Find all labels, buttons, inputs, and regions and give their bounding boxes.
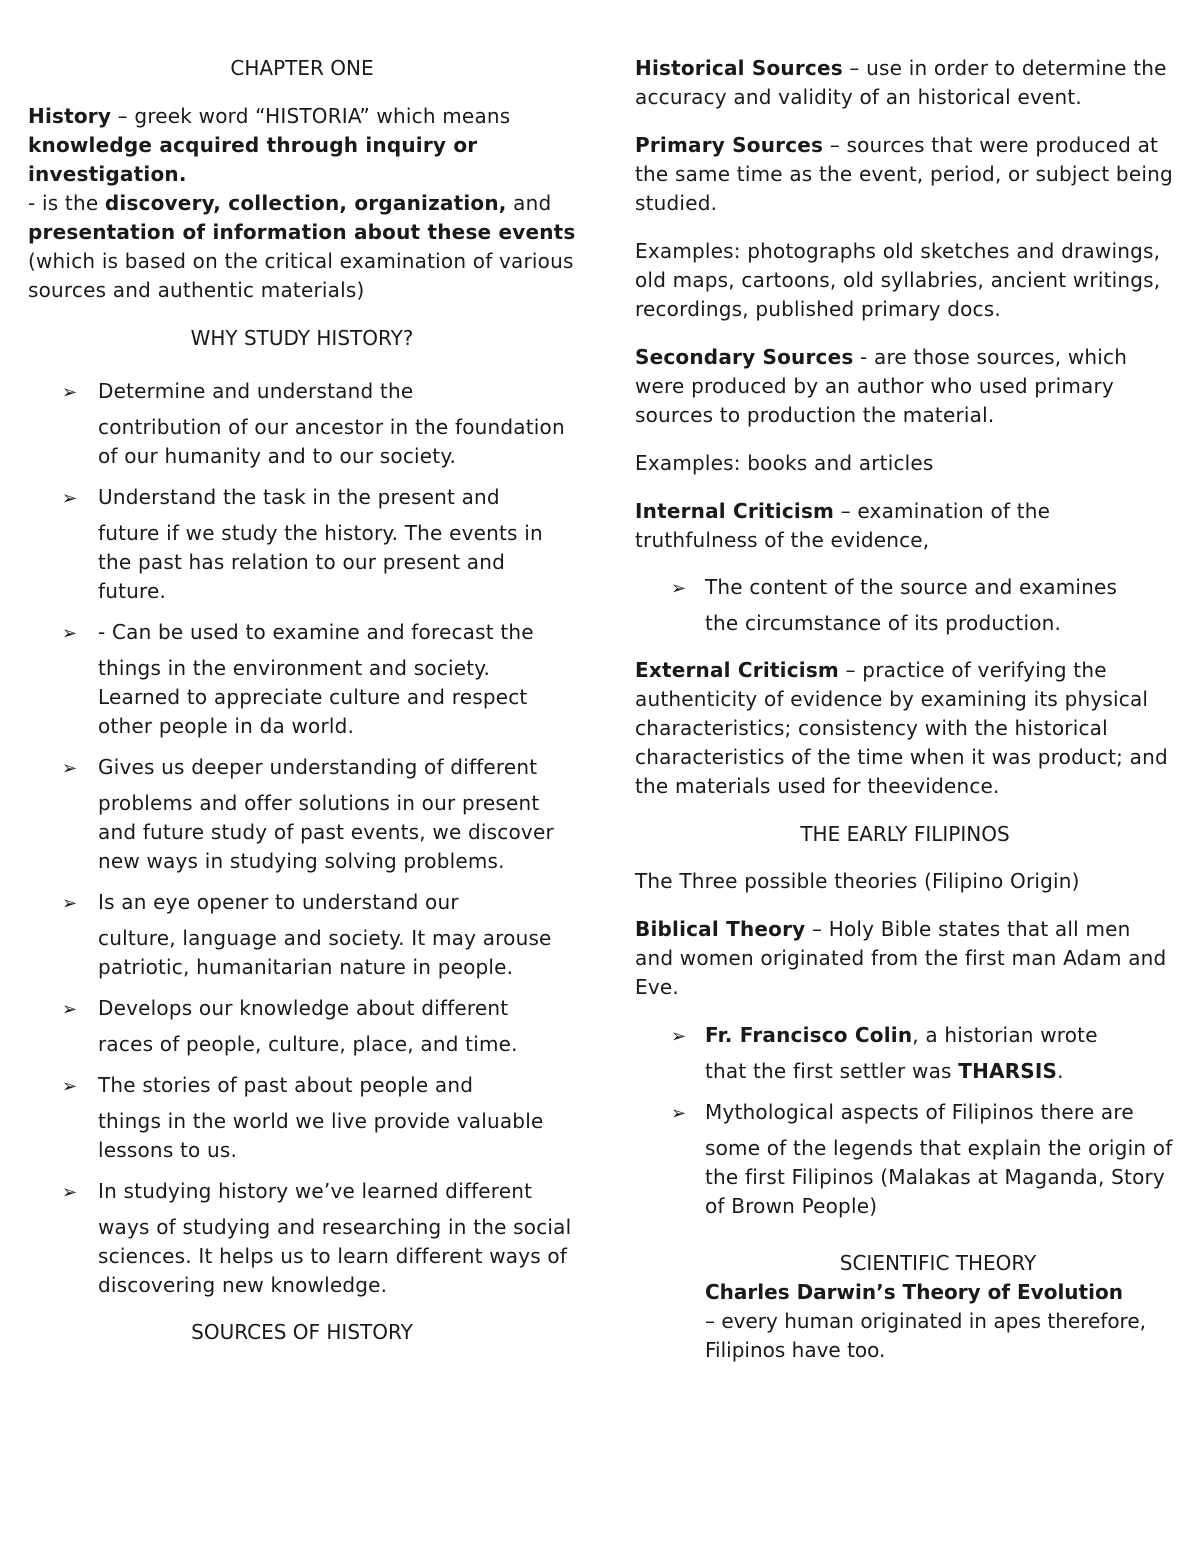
arrow-bullet-icon: ➢ <box>62 382 78 403</box>
internal-criticism-list <box>635 573 1175 638</box>
tharsis-term: THARSIS <box>958 1059 1058 1083</box>
early-filipinos-heading: THE EARLY FILIPINOS <box>800 822 1010 846</box>
list-item <box>28 618 576 741</box>
colin-name: Fr. Francisco Colin <box>705 1023 913 1047</box>
bullet-first-line <box>705 1021 1175 1050</box>
history-term: History <box>28 104 112 128</box>
bullet-rest: future if we study the history. The events in the past has relation to our present and future. <box>98 521 543 603</box>
history-definition <box>28 102 576 189</box>
bullet-rest: contribution of our ancestor in the foundation of our humanity and to our society. <box>98 415 565 468</box>
darwin-theory-text: – every human originated in apes therefore, Filipinos have too. <box>705 1309 1146 1362</box>
bullet-rest: the circumstance of its production. <box>705 611 1062 635</box>
history-is-paragraph <box>28 189 576 305</box>
bullet-rest: things in the environment and society. Learned to appreciate culture and respect other people in da world. <box>98 656 528 738</box>
bullet-first-line: - Can be used to examine and forecast the <box>98 620 534 644</box>
is-bold-2: presentation of information about these events <box>28 220 576 244</box>
scientific-theory-heading: SCIENTIFIC THEORY <box>839 1251 1037 1275</box>
arrow-bullet-icon: ➢ <box>62 488 78 509</box>
is-prefix: - is the <box>28 191 105 215</box>
arrow-bullet-icon: ➢ <box>62 1182 78 1203</box>
chapter-heading: CHAPTER ONE <box>230 56 374 80</box>
primary-sources-text: – sources that were produced at the same time as the event, period, or subject being studied. <box>635 133 1173 215</box>
bullet-first-line: The stories of past about people and <box>98 1073 474 1097</box>
biblical-theory-term: Biblical Theory <box>635 917 806 941</box>
secondary-sources-text: - are those sources, which were produced by an author who used primary sources to production the material. <box>635 345 1128 427</box>
secondary-sources-term: Secondary Sources <box>635 345 854 369</box>
list-item <box>28 1177 576 1300</box>
why-study-heading: WHY STUDY HISTORY? <box>190 326 414 350</box>
biblical-theory-list <box>635 1021 1175 1221</box>
bullet-first-line: Determine and understand the <box>98 379 414 403</box>
bullet-rest: culture, language and society. It may arouse patriotic, humanitarian nature in people. <box>98 926 552 979</box>
bullet-first-line: The content of the source and examines <box>705 575 1118 599</box>
arrow-bullet-icon: ➢ <box>62 758 78 779</box>
secondary-examples-paragraph: Examples: books and articles <box>635 451 934 475</box>
primary-sources-term: Primary Sources <box>635 133 824 157</box>
historical-sources-term: Historical Sources <box>635 56 843 80</box>
list-item <box>28 888 576 982</box>
biblical-theory-text: – Holy Bible states that all men and women originated from the first man Adam and Eve. <box>635 917 1167 999</box>
right-column <box>635 54 1175 1365</box>
arrow-bullet-icon: ➢ <box>671 1026 687 1047</box>
bullet-first-line: Is an eye opener to understand our <box>98 890 459 914</box>
bullet-rest: races of people, culture, place, and time. <box>98 1032 518 1056</box>
bullet-rest: ways of studying and researching in the social sciences. It helps us to learn different ways of discovering new knowledge. <box>98 1215 572 1297</box>
arrow-bullet-icon: ➢ <box>62 893 78 914</box>
internal-criticism-paragraph <box>635 497 1175 555</box>
bullet-first-line: Gives us deeper understanding of different <box>98 755 538 779</box>
historical-sources-text: – use in order to determine the accuracy and validity of an historical event. <box>635 56 1167 109</box>
colin-text-1: , a historian wrote <box>912 1023 1098 1047</box>
list-item <box>635 573 1175 638</box>
list-item <box>28 377 576 471</box>
sources-heading: SOURCES OF HISTORY <box>191 1320 413 1344</box>
bullet-rest: some of the legends that explain the origin of the first Filipinos (Malakas at Maganda, Story of Brown People) <box>705 1136 1173 1218</box>
secondary-sources-paragraph <box>635 343 1175 430</box>
arrow-bullet-icon: ➢ <box>671 578 687 599</box>
list-item <box>28 994 576 1059</box>
list-item <box>28 483 576 606</box>
bullet-first-line: Develops our knowledge about different <box>98 996 509 1020</box>
history-meaning: knowledge acquired through inquiry or investigation. <box>28 133 478 186</box>
why-study-list <box>28 377 576 1300</box>
colin-period: . <box>1057 1059 1064 1083</box>
arrow-bullet-icon: ➢ <box>62 999 78 1020</box>
darwin-theory-title: Charles Darwin’s Theory of Evolution <box>705 1280 1123 1304</box>
is-and: and <box>506 191 552 215</box>
bullet-rest: problems and offer solutions in our present and future study of past events, we discover new ways in studying solving problems. <box>98 791 554 873</box>
is-rest: (which is based on the critical examination of various sources and authentic materials) <box>28 249 574 302</box>
bullet-rest: things in the world we live provide valuable lessons to us. <box>98 1109 544 1162</box>
is-bold-1: discovery, collection, organization, <box>104 191 507 215</box>
bullet-first-line: Mythological aspects of Filipinos there are <box>705 1100 1134 1124</box>
external-criticism-paragraph <box>635 656 1175 801</box>
list-item <box>635 1021 1175 1086</box>
scientific-theory-block <box>705 1249 1175 1365</box>
primary-sources-paragraph <box>635 131 1175 218</box>
left-column <box>28 54 576 1365</box>
list-item <box>635 1098 1175 1221</box>
internal-criticism-text: – examination of the truthfulness of the evidence, <box>635 499 1051 552</box>
bullet-first-line: Understand the task in the present and <box>98 485 500 509</box>
bullet-first-line: In studying history we’ve learned different <box>98 1179 533 1203</box>
list-item <box>28 753 576 876</box>
biblical-theory-paragraph <box>635 915 1175 1002</box>
internal-criticism-term: Internal Criticism <box>635 499 835 523</box>
list-item <box>28 1071 576 1165</box>
arrow-bullet-icon: ➢ <box>62 623 78 644</box>
history-dash-text: – greek word “HISTORIA” which means <box>111 104 511 128</box>
external-criticism-term: External Criticism <box>635 658 839 682</box>
arrow-bullet-icon: ➢ <box>62 1076 78 1097</box>
external-criticism-text: – practice of verifying the authenticity of evidence by examining its physical characteristics; consistency with the historical characteristics of the time when it was product; and the materials used for theevidence. <box>635 658 1168 798</box>
historical-sources-paragraph <box>635 54 1175 112</box>
colin-text-2: that the first settler was <box>705 1059 959 1083</box>
theories-intro: The Three possible theories (Filipino Origin) <box>635 869 1080 893</box>
primary-examples-paragraph: Examples: photographs old sketches and drawings, old maps, cartoons, old syllabries, ancient writings, recordings, published primary docs. <box>635 239 1161 321</box>
arrow-bullet-icon: ➢ <box>671 1103 687 1124</box>
